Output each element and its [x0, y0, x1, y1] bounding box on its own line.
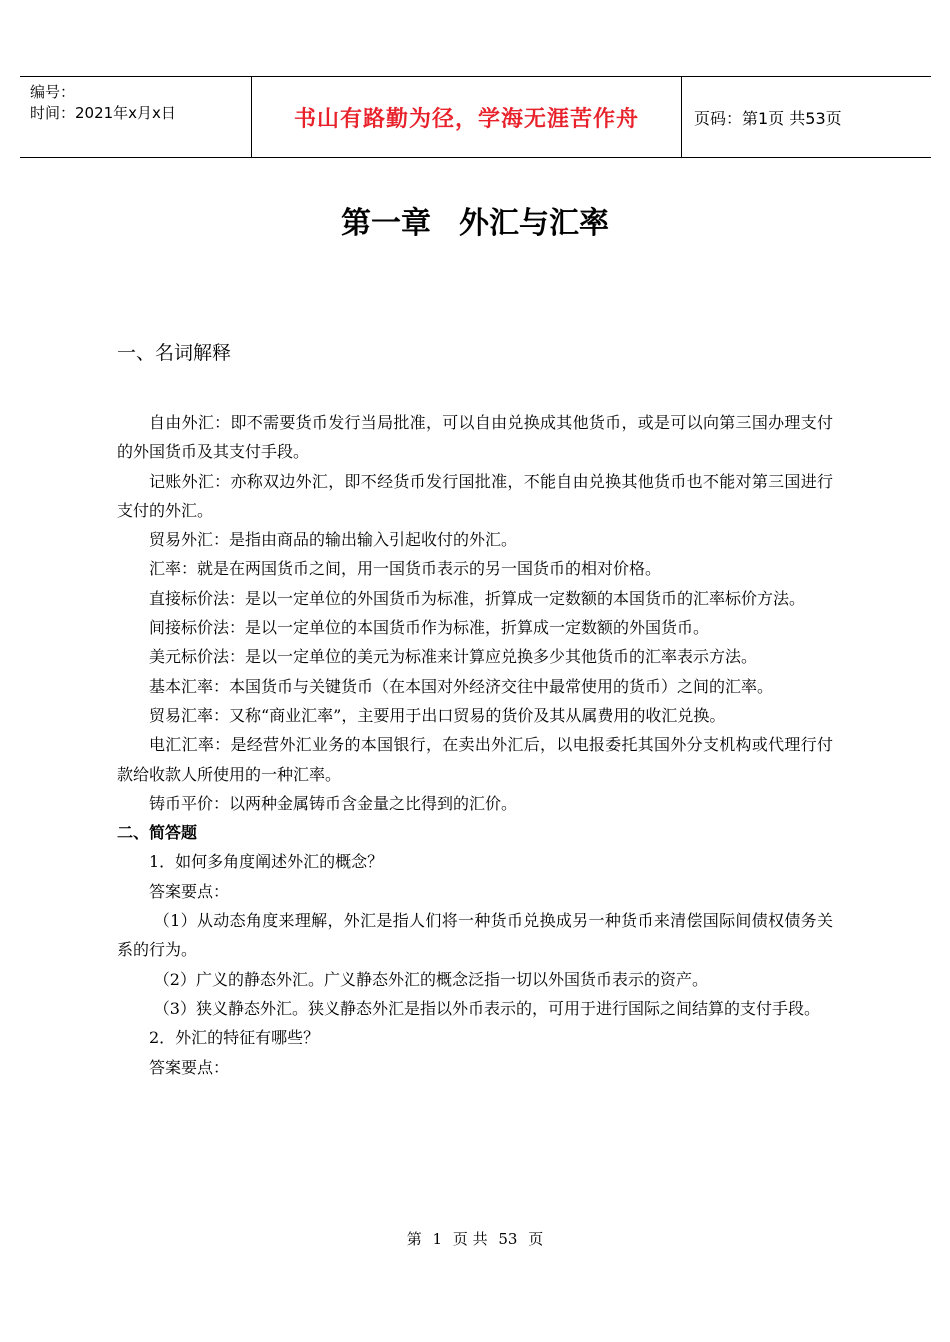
definition-paragraph: 直接标价法：是以一定单位的外国货币为标准，折算成一定数额的本国货币的汇率标价方法。 [149, 588, 806, 608]
header-page-info: 页码：第1页 共53页 [694, 108, 842, 128]
definition-paragraph: 基本汇率：本国货币与关键货币（在本国对外经济交往中最常使用的货币）之间的汇率。 [149, 676, 774, 696]
chapter-name: 外汇与汇率 [459, 206, 609, 241]
definition-paragraph: 间接标价法：是以一定单位的本国货币作为标准，折算成一定数额的外国货币。 [149, 618, 710, 638]
footer-suffix: 页 [528, 1230, 544, 1248]
answer-point: （1）从动态角度来理解，外汇是指人们将一种货币兑换成另一种货币来清偿国际间债权债务关系的行为。 [117, 911, 833, 960]
definition-paragraph: 记账外汇：亦称双边外汇，即不经货币发行国批准，不能自由兑换其他货币也不能对第三国进行支付的外汇。 [117, 471, 833, 520]
document-body [117, 408, 833, 1082]
footer-total-pages: 53 [498, 1230, 518, 1248]
number-label: 编号： [30, 83, 76, 101]
header-meta [20, 77, 252, 157]
time-label: 时间：2021年x月x日 [30, 104, 176, 122]
header-motto: 书山有路勤为径，学海无涯苦作舟 [293, 106, 639, 132]
section2-heading: 二、简答题 [117, 823, 198, 843]
footer-page-number: 1 [432, 1230, 443, 1248]
definition-paragraph: 自由外汇：即不需要货币发行当局批准，可以自由兑换成其他货币，或是可以向第三国办理支付的外国货币及其支付手段。 [117, 413, 833, 462]
page-footer [0, 1228, 950, 1249]
question-1: 1．如何多角度阐述外汇的概念？ [149, 852, 384, 872]
footer-middle: 页 共 [452, 1230, 488, 1248]
answer-label: 答案要点： [149, 881, 230, 901]
header-table [20, 76, 931, 158]
definition-paragraph: 贸易汇率：又称“商业汇率”，主要用于出口贸易的货价及其从属费用的收汇兑换。 [149, 705, 726, 725]
chapter-title [0, 198, 950, 242]
definition-paragraph: 美元标价法：是以一定单位的美元为标准来计算应兑换多少其他货币的汇率表示方法。 [149, 647, 758, 667]
section1-heading: 一、名词解释 [117, 342, 232, 364]
definition-paragraph: 贸易外汇：是指由商品的输出输入引起收付的外汇。 [149, 530, 518, 550]
definition-paragraph: 电汇汇率：是经营外汇业务的本国银行，在卖出外汇后，以电报委托其国外分支机构或代理行付款给收款人所使用的一种汇率。 [117, 735, 833, 784]
answer-label: 答案要点： [149, 1057, 230, 1077]
footer-prefix: 第 [406, 1230, 422, 1248]
definition-paragraph: 汇率：就是在两国货币之间，用一国货币表示的另一国货币的相对价格。 [149, 559, 662, 579]
question-2: 2．外汇的特征有哪些？ [149, 1028, 320, 1048]
answer-point: （2）广义的静态外汇。广义静态外汇的概念泛指一切以外国货币表示的资产。 [153, 969, 708, 989]
definition-paragraph: 铸币平价：以两种金属铸币含金量之比得到的汇价。 [149, 793, 518, 813]
answer-point: （3）狭义静态外汇。狭义静态外汇是指以外币表示的，可用于进行国际之间结算的支付手段。 [153, 998, 820, 1018]
header-motto-cell [252, 77, 682, 157]
chapter-number: 第一章 [341, 206, 431, 241]
